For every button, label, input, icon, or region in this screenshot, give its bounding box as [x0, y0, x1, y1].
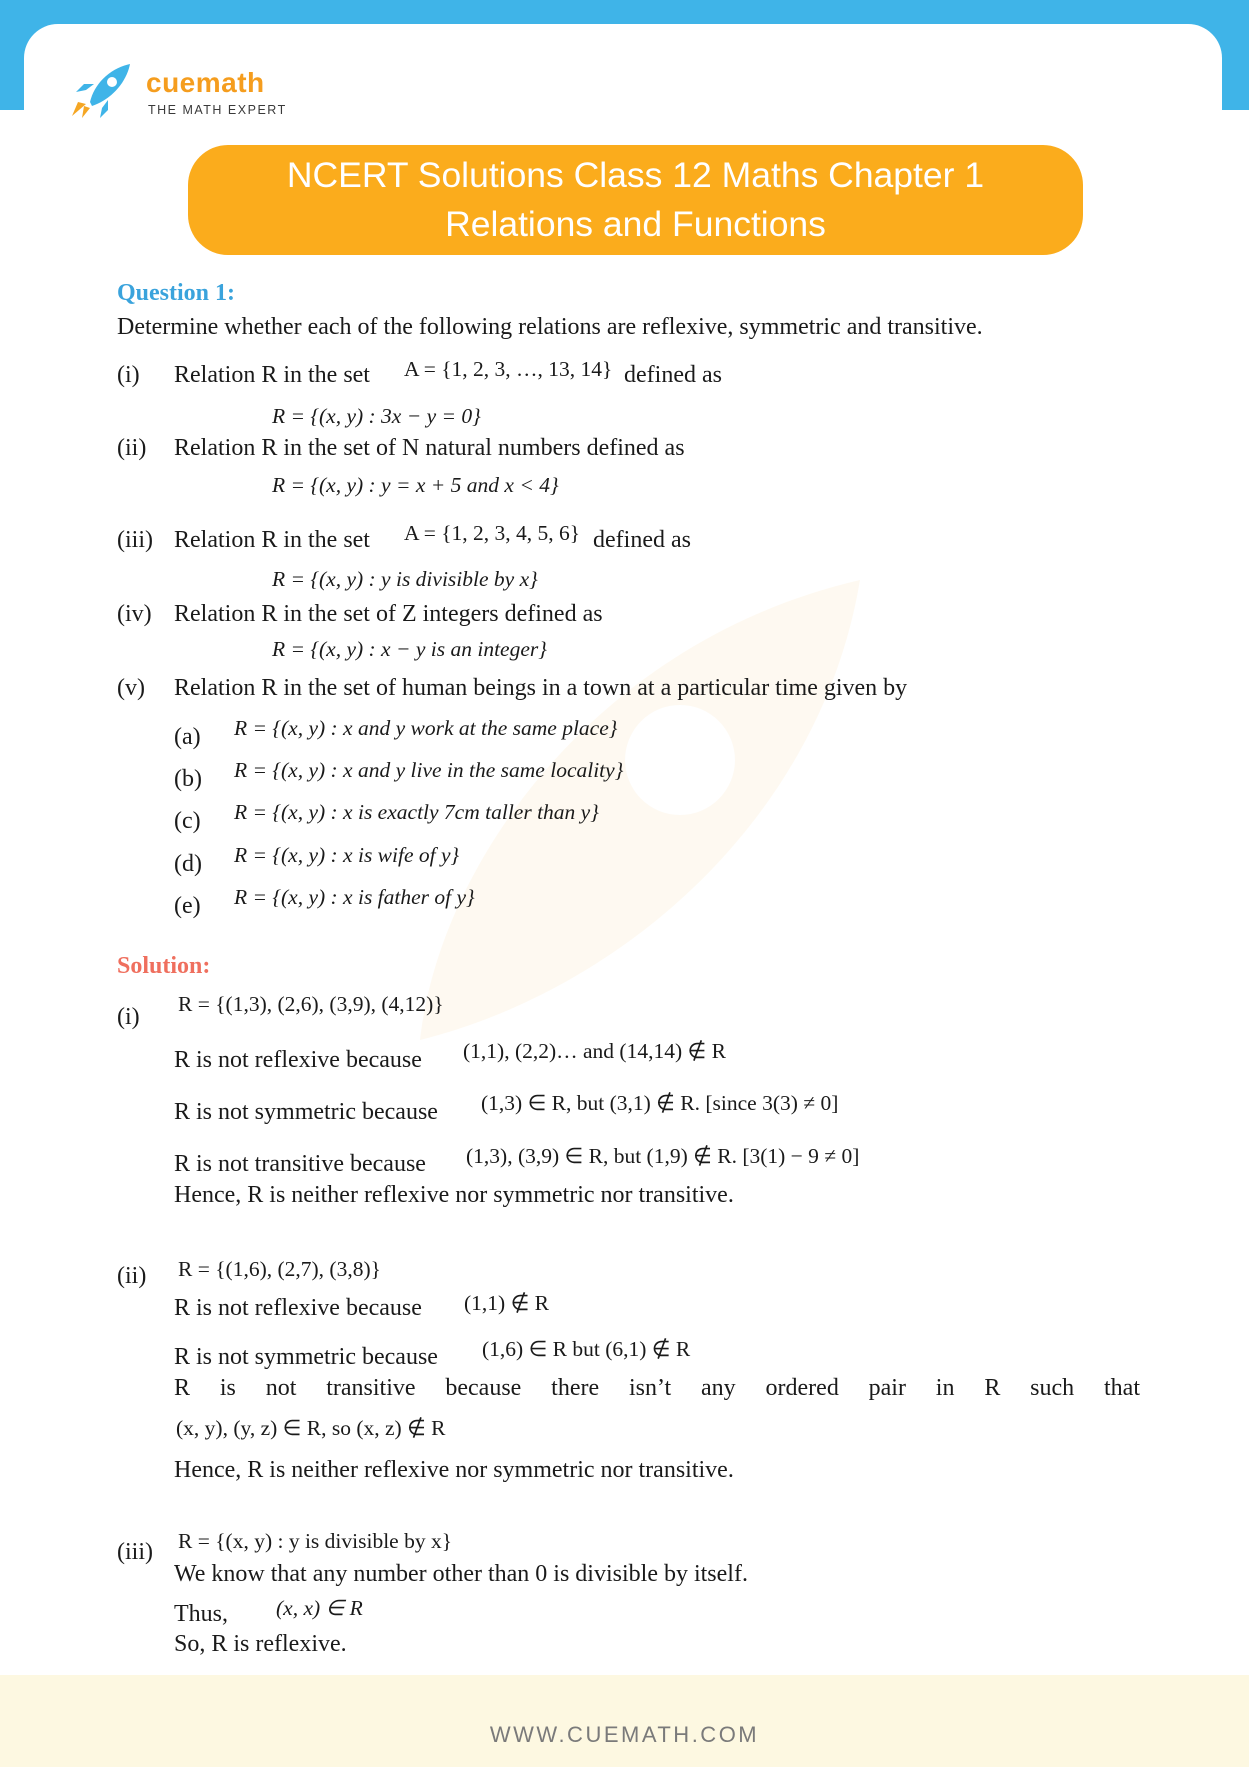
symmetric-math: (1,3) ∈ R, but (3,1) ∉ R. [since 3(3) ≠ 0] [481, 1091, 839, 1115]
symmetric-text: R is not symmetric because [174, 1099, 438, 1125]
title-banner [188, 145, 1083, 255]
transitive-text: R is not transitive because there isn’t any ordered pair in R such that [174, 1375, 1140, 1401]
solution-set: R = {(1,3), (2,6), (3,9), (4,12)} [178, 992, 444, 1016]
item-label: (ii) [117, 435, 147, 461]
solution-line-math: (x, x) ∈ R [276, 1596, 363, 1620]
item-set: A = {1, 2, 3, …, 13, 14} [404, 357, 613, 381]
footer-band [0, 1675, 1249, 1767]
transitive-math: (x, y), (y, z) ∈ R, so (x, z) ∉ R [176, 1416, 446, 1440]
item-text: Relation R in the set of human beings in a town at a particular time given by [174, 675, 908, 701]
solution-part-label: (iii) [117, 1539, 153, 1565]
item-label: (v) [117, 675, 145, 701]
subitem-relation: R = {(x, y) : x and y live in the same locality} [234, 758, 624, 782]
item-relation: R = {(x, y) : x − y is an integer} [272, 637, 547, 661]
transitive-text: R is not transitive because [174, 1151, 426, 1177]
subitem-label: (c) [174, 808, 201, 834]
reflexive-math: (1,1), (2,2)… and (14,14) ∉ R [463, 1039, 726, 1063]
item-after: defined as [624, 362, 722, 388]
subitem-label: (b) [174, 766, 202, 792]
title-line-1: NCERT Solutions Class 12 Maths Chapter 1 [286, 155, 985, 195]
solution-line: So, R is reflexive. [174, 1631, 347, 1657]
subitem-label: (d) [174, 851, 202, 877]
item-relation: R = {(x, y) : 3x − y = 0} [272, 404, 481, 428]
symmetric-text: R is not symmetric because [174, 1344, 438, 1370]
transitive-math: (1,3), (3,9) ∈ R, but (1,9) ∉ R. [3(1) − 9 ≠ 0] [466, 1144, 860, 1168]
conclusion: Hence, R is neither reflexive nor symmetric nor transitive. [174, 1457, 734, 1483]
solution-line-prefix: Thus, [174, 1601, 228, 1627]
title-line-2: Relations and Functions [445, 204, 826, 244]
question-intro: Determine whether each of the following relations are reflexive, symmetric and transitive. [117, 314, 983, 340]
brand-tagline: THE MATH EXPERT [148, 103, 287, 117]
footer-url[interactable]: WWW.CUEMATH.COM [489, 1722, 760, 1747]
solution-set: R = {(x, y) : y is divisible by x} [178, 1529, 453, 1553]
reflexive-text: R is not reflexive because [174, 1295, 422, 1321]
question-heading: Question 1: [117, 280, 236, 306]
rocket-logo-icon [70, 62, 132, 118]
subitem-label: (a) [174, 724, 201, 750]
symmetric-math: (1,6) ∈ R but (6,1) ∉ R [482, 1337, 691, 1361]
item-after: defined as [593, 527, 691, 553]
subitem-relation: R = {(x, y) : x and y work at the same place} [234, 716, 618, 740]
solution-set: R = {(1,6), (2,7), (3,8)} [178, 1257, 381, 1281]
item-text: Relation R in the set [174, 362, 370, 388]
solution-part-label: (i) [117, 1004, 140, 1030]
item-relation: R = {(x, y) : y is divisible by x} [272, 567, 538, 591]
conclusion: Hence, R is neither reflexive nor symmetric nor transitive. [174, 1182, 734, 1208]
item-set: A = {1, 2, 3, 4, 5, 6} [404, 521, 581, 545]
subitem-relation: R = {(x, y) : x is wife of y} [234, 843, 460, 867]
item-text: Relation R in the set of Z integers defined as [174, 601, 603, 627]
solution-part-label: (ii) [117, 1263, 147, 1289]
item-text: Relation R in the set of N natural numbers defined as [174, 435, 685, 461]
item-label: (i) [117, 362, 140, 388]
subitem-relation: R = {(x, y) : x is father of y} [234, 885, 475, 909]
item-label: (iv) [117, 601, 152, 627]
reflexive-math: (1,1) ∉ R [464, 1291, 550, 1315]
reflexive-text: R is not reflexive because [174, 1047, 422, 1073]
item-text: Relation R in the set [174, 527, 370, 553]
subitem-relation: R = {(x, y) : x is exactly 7cm taller than y} [234, 800, 599, 824]
solution-line: We know that any number other than 0 is divisible by itself. [174, 1561, 748, 1587]
item-relation: R = {(x, y) : y = x + 5 and x < 4} [272, 473, 559, 497]
brand-name: cuemath [146, 67, 265, 98]
subitem-label: (e) [174, 893, 201, 919]
solution-heading: Solution: [117, 953, 211, 979]
item-label: (iii) [117, 527, 153, 553]
